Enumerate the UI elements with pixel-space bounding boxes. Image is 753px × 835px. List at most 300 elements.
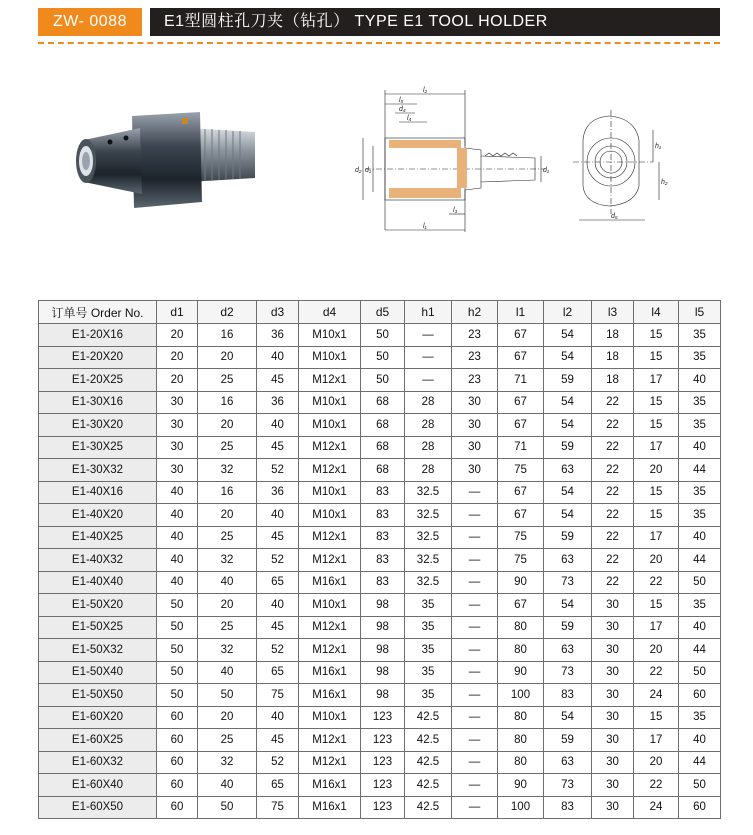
table-cell: 50 [157, 684, 198, 707]
table-cell: M12x1 [299, 526, 361, 549]
table-cell: 71 [498, 436, 544, 459]
table-cell: 35 [679, 346, 721, 369]
column-header-d4: d4 [299, 301, 361, 324]
table-cell: — [452, 571, 498, 594]
table-cell: 22 [634, 661, 679, 684]
table-cell: 52 [257, 751, 299, 774]
table-cell: 123 [361, 751, 405, 774]
table-cell: 67 [498, 414, 544, 437]
table-cell: — [452, 504, 498, 527]
table-cell: 83 [361, 481, 405, 504]
table-cell: 54 [544, 504, 592, 527]
table-cell: 15 [634, 324, 679, 347]
table-cell: 42.5 [405, 729, 452, 752]
table-cell: 32 [198, 751, 257, 774]
table-cell: 40 [198, 571, 257, 594]
table-cell: — [452, 549, 498, 572]
table-cell: 23 [452, 369, 498, 392]
table-row [39, 684, 721, 707]
table-cell: — [452, 481, 498, 504]
order-no-cell: E1-50X32 [39, 639, 157, 662]
dim-label-d2: d₂ [355, 167, 362, 174]
table-cell: 35 [679, 594, 721, 617]
table-cell: 22 [592, 459, 634, 482]
table-cell: — [452, 729, 498, 752]
table-cell: 63 [544, 639, 592, 662]
table-cell: M10x1 [299, 481, 361, 504]
table-cell: M12x1 [299, 459, 361, 482]
order-no-cell: E1-40X16 [39, 481, 157, 504]
table-row [39, 436, 721, 459]
column-header-l2: l2 [544, 301, 592, 324]
table-cell: M10x1 [299, 504, 361, 527]
table-row [39, 729, 721, 752]
table-cell: 67 [498, 391, 544, 414]
dim-label-l1: l₁ [423, 223, 427, 230]
table-cell: 25 [198, 436, 257, 459]
table-cell: 50 [361, 369, 405, 392]
table-cell: 45 [257, 526, 299, 549]
table-cell: 40 [257, 346, 299, 369]
table-cell: 98 [361, 639, 405, 662]
table-cell: 50 [157, 639, 198, 662]
table-cell: 30 [592, 796, 634, 819]
table-cell: 35 [679, 504, 721, 527]
table-row [39, 661, 721, 684]
table-cell: 32.5 [405, 481, 452, 504]
table-cell: 40 [157, 571, 198, 594]
table-row [39, 504, 721, 527]
table-cell: — [452, 796, 498, 819]
table-cell: 83 [361, 549, 405, 572]
table-cell: 83 [361, 504, 405, 527]
table-cell: 44 [679, 751, 721, 774]
table-cell: 59 [544, 729, 592, 752]
table-cell: 30 [157, 459, 198, 482]
column-header-l1: l1 [498, 301, 544, 324]
table-cell: 75 [498, 459, 544, 482]
column-header-d2: d2 [198, 301, 257, 324]
table-cell: 67 [498, 481, 544, 504]
table-cell: 50 [361, 324, 405, 347]
table-cell: 40 [679, 616, 721, 639]
table-cell: 80 [498, 616, 544, 639]
table-row [39, 526, 721, 549]
column-header-d1: d1 [157, 301, 198, 324]
table-cell: 20 [198, 594, 257, 617]
table-cell: 30 [592, 706, 634, 729]
table-cell: 30 [157, 391, 198, 414]
table-cell: 30 [592, 751, 634, 774]
table-cell: 52 [257, 549, 299, 572]
order-no-cell: E1-50X50 [39, 684, 157, 707]
table-cell: 50 [157, 661, 198, 684]
table-cell: 44 [679, 639, 721, 662]
table-cell: 65 [257, 774, 299, 797]
table-cell: 35 [405, 639, 452, 662]
table-cell: M10x1 [299, 594, 361, 617]
table-cell: 17 [634, 436, 679, 459]
table-cell: 123 [361, 774, 405, 797]
table-row [39, 324, 721, 347]
table-row [39, 549, 721, 572]
table-cell: 63 [544, 549, 592, 572]
order-no-cell: E1-20X20 [39, 346, 157, 369]
table-cell: 80 [498, 729, 544, 752]
table-cell: 18 [592, 346, 634, 369]
table-cell: 83 [544, 796, 592, 819]
table-cell: 32 [198, 639, 257, 662]
table-cell: 73 [544, 661, 592, 684]
table-cell: 22 [592, 504, 634, 527]
order-no-cell: E1-20X25 [39, 369, 157, 392]
page-header [38, 8, 720, 36]
table-cell: — [452, 774, 498, 797]
table-cell: 59 [544, 616, 592, 639]
table-cell: 50 [679, 571, 721, 594]
table-cell: 20 [157, 346, 198, 369]
table-cell: — [452, 526, 498, 549]
table-cell: 60 [157, 774, 198, 797]
table-row [39, 414, 721, 437]
table-cell: 28 [405, 459, 452, 482]
table-cell: — [452, 684, 498, 707]
table-cell: 30 [452, 436, 498, 459]
column-header-order-no: 订单号 Order No. [39, 301, 157, 324]
table-cell: 30 [157, 436, 198, 459]
table-cell: 75 [498, 549, 544, 572]
table-cell: 17 [634, 526, 679, 549]
table-cell: 15 [634, 414, 679, 437]
table-cell: 44 [679, 459, 721, 482]
order-no-cell: E1-40X25 [39, 526, 157, 549]
table-cell: 40 [198, 661, 257, 684]
table-cell: 73 [544, 571, 592, 594]
order-no-cell: E1-50X40 [39, 661, 157, 684]
table-cell: 100 [498, 684, 544, 707]
order-no-cell: E1-50X25 [39, 616, 157, 639]
table-cell: 35 [679, 481, 721, 504]
table-cell: 42.5 [405, 774, 452, 797]
table-row [39, 706, 721, 729]
table-cell: 83 [361, 571, 405, 594]
table-cell: M12x1 [299, 639, 361, 662]
table-cell: M16x1 [299, 571, 361, 594]
table-cell: 20 [157, 324, 198, 347]
table-cell: 40 [679, 729, 721, 752]
table-cell: 60 [157, 751, 198, 774]
order-no-cell: E1-30X32 [39, 459, 157, 482]
table-cell: — [405, 346, 452, 369]
table-cell: 42.5 [405, 706, 452, 729]
table-cell: 123 [361, 796, 405, 819]
table-cell: 83 [361, 526, 405, 549]
table-cell: 35 [405, 616, 452, 639]
table-cell: 15 [634, 504, 679, 527]
table-cell: 75 [257, 796, 299, 819]
table-cell: 71 [498, 369, 544, 392]
table-cell: 24 [634, 796, 679, 819]
order-no-cell: E1-30X16 [39, 391, 157, 414]
dim-label-l2: l₂ [423, 87, 428, 94]
table-cell: 23 [452, 346, 498, 369]
table-cell: 30 [592, 729, 634, 752]
table-cell: M10x1 [299, 414, 361, 437]
table-cell: 30 [592, 684, 634, 707]
table-cell: 15 [634, 346, 679, 369]
table-cell: — [452, 639, 498, 662]
table-cell: 67 [498, 504, 544, 527]
table-cell: 20 [634, 751, 679, 774]
table-cell: 67 [498, 324, 544, 347]
table-cell: — [405, 369, 452, 392]
table-cell: 28 [405, 414, 452, 437]
table-cell: 123 [361, 706, 405, 729]
table-cell: 20 [634, 459, 679, 482]
table-cell: 54 [544, 324, 592, 347]
table-cell: 15 [634, 594, 679, 617]
table-cell: 50 [679, 661, 721, 684]
table-cell: 80 [498, 751, 544, 774]
table-cell: 15 [634, 481, 679, 504]
table-cell: 18 [592, 369, 634, 392]
table-row [39, 481, 721, 504]
table-cell: — [452, 661, 498, 684]
order-no-cell: E1-60X25 [39, 729, 157, 752]
table-cell: 90 [498, 774, 544, 797]
table-cell: M12x1 [299, 549, 361, 572]
table-cell: 25 [198, 616, 257, 639]
table-cell: 35 [679, 414, 721, 437]
dim-label-d1-left: d₁ [365, 167, 372, 174]
column-header-d3: d3 [257, 301, 299, 324]
table-cell: 98 [361, 661, 405, 684]
table-cell: 16 [198, 324, 257, 347]
order-no-cell: E1-30X20 [39, 414, 157, 437]
order-no-cell: E1-50X20 [39, 594, 157, 617]
table-cell: 28 [405, 436, 452, 459]
table-cell: 30 [592, 774, 634, 797]
column-header-l5: l5 [679, 301, 721, 324]
table-cell: 22 [592, 571, 634, 594]
table-cell: M16x1 [299, 661, 361, 684]
table-cell: 54 [544, 414, 592, 437]
table-cell: 40 [257, 594, 299, 617]
table-cell: 22 [634, 571, 679, 594]
dim-label-d4: d₄ [399, 106, 406, 113]
table-cell: 30 [452, 459, 498, 482]
order-no-cell: E1-40X40 [39, 571, 157, 594]
table-cell: 52 [257, 639, 299, 662]
table-cell: 22 [592, 414, 634, 437]
table-cell: 36 [257, 481, 299, 504]
table-cell: 80 [498, 639, 544, 662]
table-cell: 32.5 [405, 526, 452, 549]
side-section-drawing [345, 80, 555, 240]
table-cell: 40 [157, 504, 198, 527]
table-row [39, 796, 721, 819]
table-cell: 42.5 [405, 751, 452, 774]
table-cell: 50 [679, 774, 721, 797]
table-cell: — [405, 324, 452, 347]
table-cell: 17 [634, 616, 679, 639]
table-row [39, 459, 721, 482]
table-cell: 63 [544, 751, 592, 774]
dim-label-h2: h₂ [661, 179, 668, 186]
table-cell: 15 [634, 706, 679, 729]
table-cell: 25 [198, 369, 257, 392]
order-no-cell: E1-60X32 [39, 751, 157, 774]
table-cell: 40 [679, 526, 721, 549]
table-cell: 36 [257, 324, 299, 347]
table-cell: 35 [679, 391, 721, 414]
table-cell: — [452, 706, 498, 729]
column-header-l4: l4 [634, 301, 679, 324]
order-no-cell: E1-40X32 [39, 549, 157, 572]
table-cell: 73 [544, 774, 592, 797]
table-cell: 35 [679, 324, 721, 347]
table-cell: M12x1 [299, 616, 361, 639]
table-cell: M16x1 [299, 684, 361, 707]
column-header-h2: h2 [452, 301, 498, 324]
table-cell: 20 [157, 369, 198, 392]
order-no-cell: E1-60X20 [39, 706, 157, 729]
table-cell: M12x1 [299, 751, 361, 774]
table-cell: 16 [198, 391, 257, 414]
table-cell: 59 [544, 369, 592, 392]
table-row [39, 616, 721, 639]
table-cell: 50 [157, 616, 198, 639]
table-cell: M12x1 [299, 369, 361, 392]
spec-table [38, 300, 721, 819]
page-title: E1型圆柱孔刀夹（钻孔） TYPE E1 TOOL HOLDER [150, 8, 720, 36]
table-cell: 80 [498, 706, 544, 729]
table-cell: 98 [361, 684, 405, 707]
table-cell: 40 [198, 774, 257, 797]
table-cell: 35 [405, 684, 452, 707]
table-cell: 23 [452, 324, 498, 347]
table-cell: 32 [198, 459, 257, 482]
dim-label-d5: d₅ [611, 213, 618, 220]
front-view-drawing [565, 100, 675, 230]
column-header-d5: d5 [361, 301, 405, 324]
table-row [39, 369, 721, 392]
table-cell: M10x1 [299, 706, 361, 729]
table-cell: 28 [405, 391, 452, 414]
order-no-cell: E1-40X20 [39, 504, 157, 527]
table-cell: 54 [544, 481, 592, 504]
table-cell: M12x1 [299, 436, 361, 459]
table-cell: 60 [679, 796, 721, 819]
table-cell: 123 [361, 729, 405, 752]
table-row [39, 639, 721, 662]
table-cell: — [452, 594, 498, 617]
dim-label-d1-right: d₁ [543, 167, 550, 174]
table-cell: 22 [592, 481, 634, 504]
table-cell: 32.5 [405, 504, 452, 527]
table-cell: 32.5 [405, 571, 452, 594]
table-cell: 68 [361, 414, 405, 437]
table-cell: 20 [198, 706, 257, 729]
dim-label-l3: l₃ [453, 207, 458, 214]
table-cell: 75 [498, 526, 544, 549]
table-cell: 50 [157, 594, 198, 617]
table-cell: 59 [544, 436, 592, 459]
order-no-cell: E1-30X25 [39, 436, 157, 459]
table-cell: 25 [198, 526, 257, 549]
table-cell: 98 [361, 594, 405, 617]
table-cell: 30 [592, 616, 634, 639]
table-cell: 63 [544, 459, 592, 482]
table-cell: 20 [634, 549, 679, 572]
table-cell: 45 [257, 729, 299, 752]
table-cell: 30 [452, 414, 498, 437]
table-cell: 45 [257, 616, 299, 639]
table-cell: 54 [544, 346, 592, 369]
table-cell: 40 [157, 549, 198, 572]
table-cell: 90 [498, 661, 544, 684]
table-row [39, 391, 721, 414]
table-row [39, 346, 721, 369]
order-no-cell: E1-20X16 [39, 324, 157, 347]
table-cell: M10x1 [299, 324, 361, 347]
product-code: ZW- 0088 [38, 8, 142, 36]
column-header-l3: l3 [592, 301, 634, 324]
header-divider [38, 42, 720, 44]
table-cell: 45 [257, 436, 299, 459]
table-row [39, 774, 721, 797]
table-cell: 25 [198, 729, 257, 752]
table-cell: 30 [592, 661, 634, 684]
table-cell: 40 [157, 526, 198, 549]
table-cell: 40 [679, 436, 721, 459]
tool-holder-photo [70, 98, 270, 218]
dim-label-l5: l₅ [399, 97, 404, 104]
column-header-h1: h1 [405, 301, 452, 324]
table-cell: 40 [157, 481, 198, 504]
table-cell: 60 [157, 796, 198, 819]
table-cell: 68 [361, 391, 405, 414]
table-cell: 75 [257, 684, 299, 707]
table-cell: M10x1 [299, 391, 361, 414]
table-cell: 35 [679, 706, 721, 729]
table-cell: 22 [592, 526, 634, 549]
table-cell: 30 [452, 391, 498, 414]
table-cell: 20 [198, 346, 257, 369]
table-cell: 90 [498, 571, 544, 594]
table-cell: 68 [361, 436, 405, 459]
table-cell: 50 [198, 684, 257, 707]
dim-label-l4: l₄ [407, 115, 412, 122]
table-cell: 54 [544, 594, 592, 617]
table-cell: — [452, 751, 498, 774]
table-cell: 20 [634, 639, 679, 662]
table-cell: 50 [361, 346, 405, 369]
table-cell: 22 [634, 774, 679, 797]
table-cell: M12x1 [299, 729, 361, 752]
dim-label-h1: h₁ [655, 143, 662, 150]
table-row [39, 751, 721, 774]
table-cell: 67 [498, 594, 544, 617]
table-cell: 60 [679, 684, 721, 707]
table-cell: 68 [361, 459, 405, 482]
table-cell: 22 [592, 436, 634, 459]
table-cell: 54 [544, 391, 592, 414]
table-cell: 83 [544, 684, 592, 707]
table-cell: 35 [405, 594, 452, 617]
table-cell: 18 [592, 324, 634, 347]
table-cell: 54 [544, 706, 592, 729]
